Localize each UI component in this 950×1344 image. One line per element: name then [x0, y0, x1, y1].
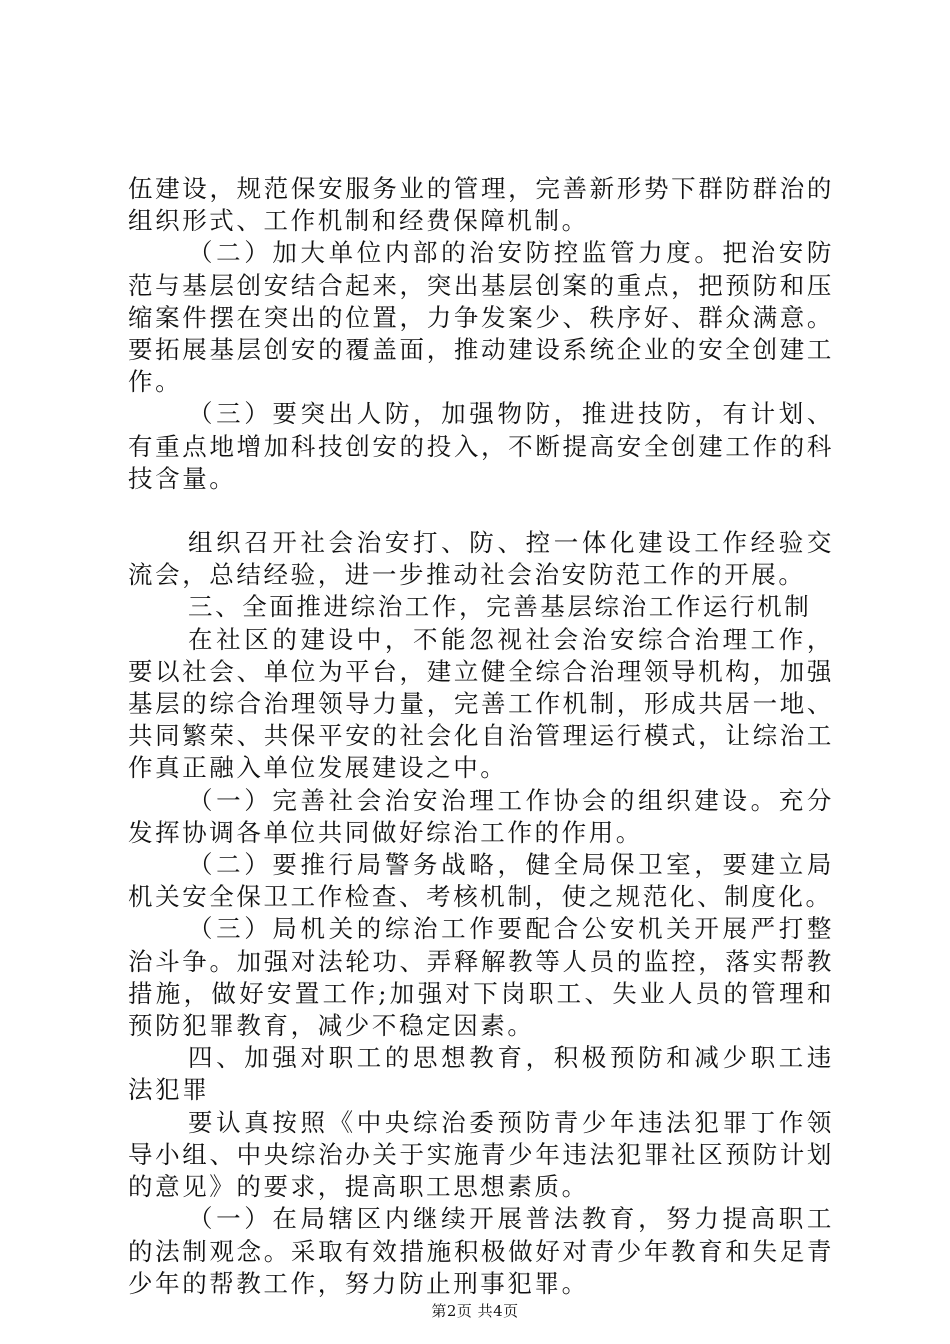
paragraph: 组织召开社会治安打、防、控一体化建设工作经验交流会，总结经验，进一步推动社会治安防范工作的开展。	[128, 528, 834, 590]
paragraph: （一）在局辖区内继续开展普法教育，努力提高职工的法制观念。采取有效措施积极做好对青少年教育和失足青少年的帮教工作，努力防止刑事犯罪。	[128, 1204, 834, 1298]
paragraph: （三）要突出人防，加强物防，推进技防，有计划、有重点地增加科技创安的投入，不断提高安全创建工作的科技含量。	[128, 399, 834, 493]
paragraph: （三）局机关的综治工作要配合公安机关开展严打整治斗争。加强对法轮功、弄释解教等人员的监控，落实帮教措施，做好安置工作;加强对下岗职工、失业人员的管理和预防犯罪教育，减少不稳定因素。	[128, 914, 834, 1041]
paragraph: 要认真按照《中央综治委预防青少年违法犯罪丁作领导小组、中央综治办关于实施青少年违法犯罪社区预防计划的意见》的要求，提高职工思想素质。	[128, 1107, 834, 1202]
section-heading: 四、加强对职工的思想教育，积极预防和减少职工违法犯罪	[128, 1043, 834, 1105]
page-footer	[0, 1300, 950, 1321]
document-body	[128, 173, 834, 1300]
page-number: 第2页 共4页	[431, 1302, 519, 1320]
paragraph: （一）完善社会治安治理工作协会的组织建设。充分发挥协调各单位共同做好综治工作的作用。	[128, 785, 834, 847]
paragraph: （二）要推行局警务战略，健全局保卫室，要建立局机关安全保卫工作检查、考核机制，使之规范化、制度化。	[128, 850, 834, 912]
paragraph-gap	[128, 495, 834, 527]
paragraph: 在社区的建设中，不能忽视社会治安综合治理工作，要以社会、单位为平台，建立健全综合治理领导机构，加强基层的综合治理领导力量，完善工作机制，形成共居一地、共同繁荣、共保平安的社会化自治管理运行模式，让综治工作真正融入单位发展建设之中。	[128, 624, 834, 783]
paragraph: （二）加大单位内部的治安防控监管力度。把治安防范与基层创安结合起来，突出基层创案的重点，把预防和压缩案件摆在突出的位置，力争发案少、秩序好、群众满意。要拓展基层创安的覆盖面，推动建设系统企业的安全创建工作。	[128, 238, 834, 397]
paragraph: 伍建设，规范保安服务业的管理，完善新形势下群防群治的组织形式、工作机制和经费保障机制。	[128, 174, 834, 236]
section-heading: 三、全面推进综治工作，完善基层综治工作运行机制	[188, 592, 812, 622]
